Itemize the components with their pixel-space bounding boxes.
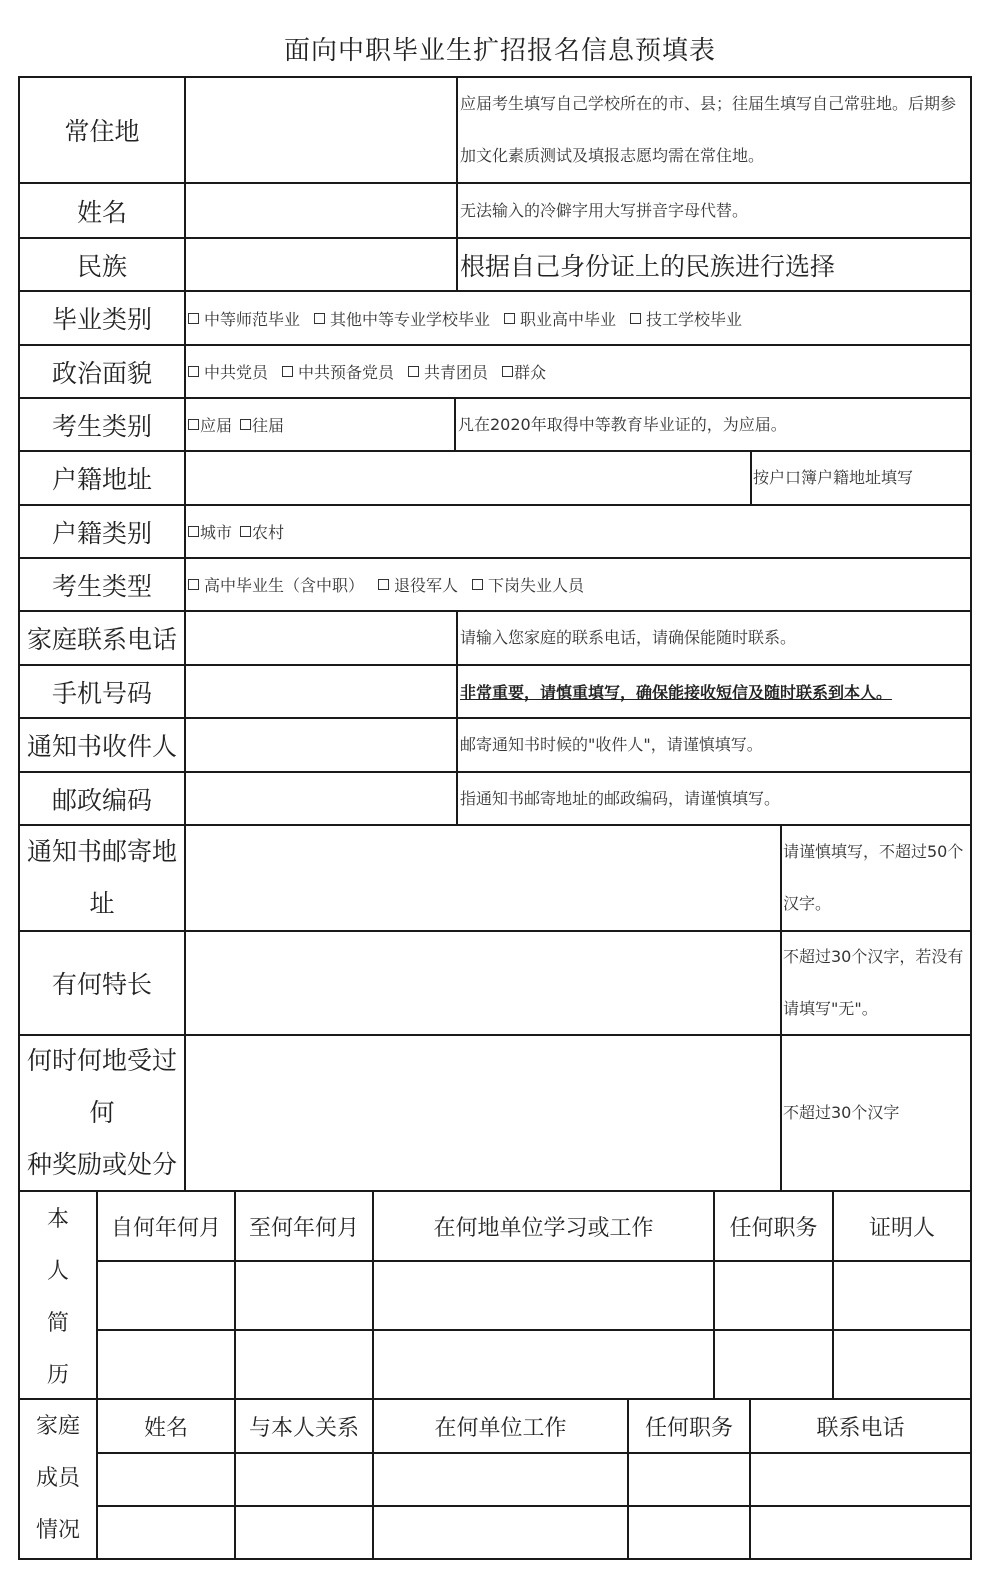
ethnicity-select[interactable]: [186, 239, 456, 290]
option-grad-technical[interactable]: [630, 307, 742, 330]
side-char: 本: [46, 1207, 69, 1232]
checkbox[interactable]: [630, 313, 641, 324]
label-line: 何时何地受过: [26, 1046, 177, 1075]
form-title: 面向中职毕业生扩招报名信息预填表: [283, 36, 716, 66]
option-label: 共青团员: [424, 363, 489, 382]
label-line: 址: [89, 889, 115, 918]
note-mobile: [458, 666, 970, 717]
label-grad-category: 毕业类别: [51, 305, 152, 334]
option-current[interactable]: [188, 413, 232, 436]
household-address-input[interactable]: [186, 452, 750, 504]
option-label: 其他中等专业学校毕业: [330, 309, 491, 329]
note-residence-text: 应届考生填写自己学校所在的市、县；往届生填写自己常驻地。后期参加文化素质测试及填报志愿均需在常住地。: [460, 94, 957, 165]
family-header-employer: 在何单位工作: [434, 1415, 567, 1441]
option-label: 中共预备党员: [298, 363, 395, 382]
option-label: 技工学校毕业: [646, 309, 743, 329]
resume-row[interactable]: [98, 1331, 970, 1398]
option-label: 中等师范毕业: [204, 309, 301, 329]
checkbox[interactable]: [504, 313, 515, 324]
candidate-category-options: [188, 399, 454, 450]
option-previous[interactable]: [240, 413, 284, 436]
checkbox[interactable]: [240, 419, 251, 430]
note-residence: [458, 78, 970, 182]
label-mail-address: [20, 826, 184, 930]
label-ethnicity: 民族: [76, 251, 127, 281]
label-political: 政治面貌: [51, 358, 152, 388]
note-ethnicity: 根据自己身份证上的民族进行选择: [460, 251, 836, 281]
option-grad-vocational[interactable]: [504, 307, 616, 330]
grid-line: [970, 76, 972, 1560]
side-char: 情况: [35, 1518, 80, 1543]
option-league-member[interactable]: [408, 360, 488, 383]
checkbox[interactable]: [240, 526, 251, 537]
option-label: 农村: [252, 523, 285, 542]
family-side-label: [20, 1400, 96, 1558]
specialty-input[interactable]: [186, 932, 780, 1034]
checkbox[interactable]: [378, 579, 389, 590]
option-label: 城市: [200, 523, 233, 542]
option-label: 退役军人: [394, 576, 459, 595]
family-header-name: 姓名: [143, 1415, 188, 1441]
option-grad-normal[interactable]: [188, 307, 300, 330]
option-label: 下岗失业人员: [488, 576, 585, 595]
option-rural[interactable]: [240, 520, 284, 543]
family-header-position: 任何职务: [644, 1415, 733, 1441]
postcode-input[interactable]: [186, 773, 456, 824]
label-postcode: 邮政编码: [51, 785, 152, 815]
mail-address-input[interactable]: [186, 826, 780, 930]
note-recipient: 邮寄通知书时候的"收件人"，请谨慎填写。: [460, 735, 763, 754]
checkbox[interactable]: [188, 419, 199, 430]
note-household-address: 按户口簿户籍地址填写: [753, 468, 914, 487]
option-veteran[interactable]: [378, 573, 458, 596]
checkbox[interactable]: [188, 366, 199, 377]
label-rewards: [20, 1036, 184, 1190]
note-rewards: 不超过30个汉字: [783, 1103, 900, 1122]
family-row[interactable]: [98, 1507, 970, 1558]
household-type-options: [188, 506, 968, 557]
resume-header-witness: 证明人: [868, 1215, 935, 1241]
note-home-phone: 请输入您家庭的联系电话，请确保能随时联系。: [460, 628, 797, 647]
resume-header-place: 在何地单位学习或工作: [433, 1215, 654, 1241]
resume-side-label: [20, 1192, 96, 1398]
option-urban[interactable]: [188, 520, 232, 543]
label-line: 何: [89, 1098, 115, 1127]
name-input[interactable]: [186, 184, 456, 237]
political-options: [188, 346, 968, 397]
label-candidate-type: 考生类型: [51, 571, 152, 601]
checkbox[interactable]: [314, 313, 325, 324]
side-char: 人: [46, 1259, 69, 1284]
note-specialty-text: 不超过30个汉字，若没有请填写"无"。: [783, 947, 964, 1018]
option-party-member[interactable]: [188, 360, 268, 383]
checkbox[interactable]: [282, 366, 293, 377]
option-label: 应届: [200, 416, 233, 435]
side-char: 家庭: [35, 1414, 80, 1439]
side-char: 历: [46, 1363, 69, 1388]
label-line: 种奖励或处分: [26, 1150, 177, 1179]
resume-header-from: 自何年何月: [110, 1215, 221, 1241]
note-mail-address: [782, 826, 970, 930]
home-phone-input[interactable]: [186, 612, 456, 664]
residence-input[interactable]: [186, 78, 456, 182]
checkbox[interactable]: [188, 313, 199, 324]
checkbox[interactable]: [188, 526, 199, 537]
checkbox[interactable]: [502, 366, 513, 377]
label-specialty: 有何特长: [51, 970, 152, 999]
option-label: 中共党员: [204, 363, 269, 382]
candidate-type-options: [188, 559, 968, 610]
note-mobile-text: 非常重要，请慎重填写，确保能接收短信及随时联系到本人。: [460, 683, 893, 702]
option-high-school-grad[interactable]: [188, 573, 364, 596]
mobile-input[interactable]: [186, 666, 456, 717]
note-postcode: 指通知书邮寄地址的邮政编码，请谨慎填写。: [460, 788, 781, 808]
resume-header-to: 至何年何月: [248, 1215, 359, 1241]
family-header-phone: 联系电话: [816, 1415, 905, 1441]
option-probationary-member[interactable]: [282, 360, 394, 383]
option-label: 往届: [252, 416, 285, 435]
label-household-address: 户籍地址: [51, 465, 152, 494]
label-mobile: 手机号码: [51, 678, 152, 708]
label-household-type: 户籍类别: [51, 518, 152, 548]
label-line: 通知书邮寄地: [26, 837, 177, 866]
grad-category-options: [188, 292, 968, 344]
side-char: 成员: [35, 1466, 80, 1491]
note-name: 无法输入的冷僻字用大写拼音字母代替。: [460, 200, 749, 220]
note-candidate-category: 凡在2020年取得中等教育毕业证的，为应届。: [458, 414, 787, 434]
option-grad-other[interactable]: [314, 307, 490, 330]
option-masses[interactable]: [502, 360, 546, 383]
label-recipient: 通知书收件人: [26, 732, 177, 761]
label-candidate-category: 考生类别: [51, 411, 152, 441]
label-name: 姓名: [76, 197, 127, 227]
family-header-relation: 与本人关系: [248, 1415, 359, 1441]
checkbox[interactable]: [472, 579, 483, 590]
label-residence: 常住地: [64, 117, 140, 146]
family-row[interactable]: [98, 1454, 970, 1505]
note-mail-address-text: 请谨慎填写，不超过50个汉字。: [783, 842, 964, 913]
option-label: 职业高中毕业: [520, 309, 617, 329]
side-char: 简: [46, 1311, 69, 1336]
grid-line: [18, 1558, 972, 1560]
resume-header-position: 任何职务: [729, 1215, 818, 1241]
checkbox[interactable]: [408, 366, 419, 377]
option-unemployed[interactable]: [472, 573, 584, 596]
resume-row[interactable]: [98, 1262, 970, 1329]
label-home-phone: 家庭联系电话: [26, 625, 177, 654]
rewards-input[interactable]: [186, 1036, 780, 1190]
checkbox[interactable]: [188, 579, 199, 590]
note-specialty: [782, 932, 970, 1034]
recipient-input[interactable]: [186, 719, 456, 771]
option-label: 群众: [514, 363, 547, 382]
option-label: 高中毕业生（含中职）: [204, 576, 365, 595]
